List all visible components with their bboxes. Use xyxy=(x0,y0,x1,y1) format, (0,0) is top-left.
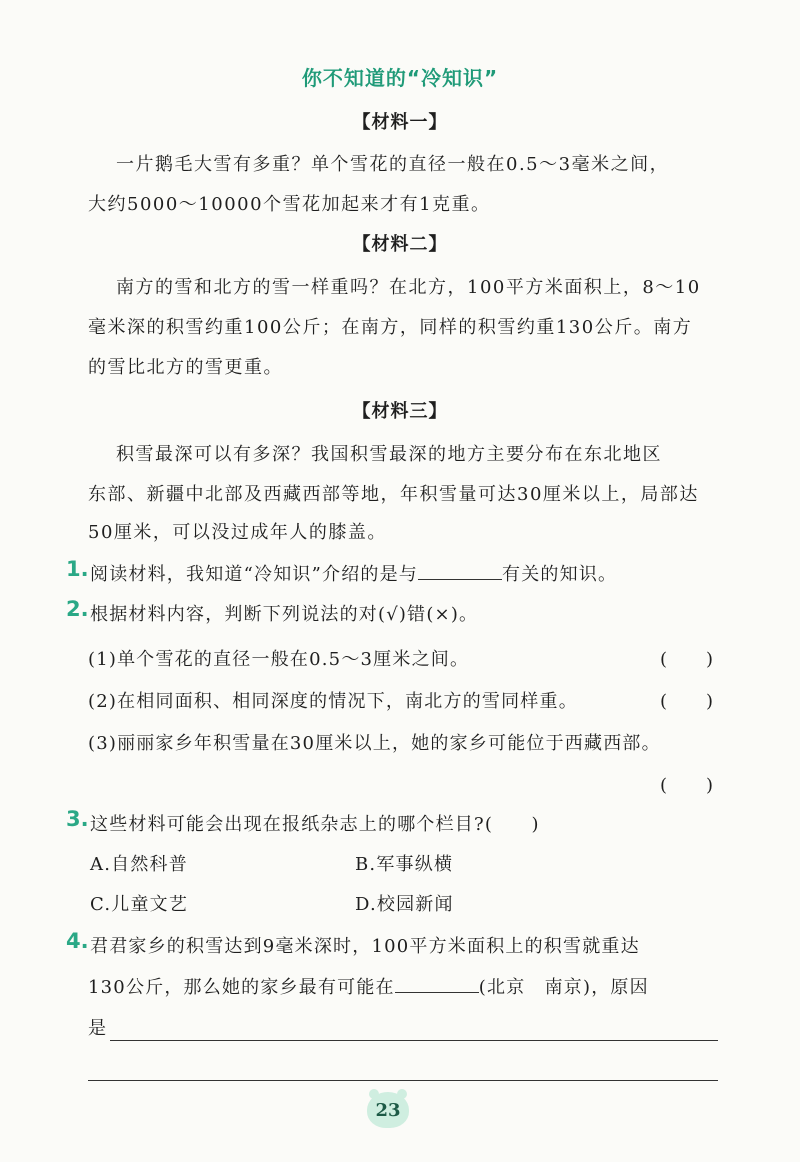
question-2-number: 2. xyxy=(66,597,89,621)
question-4-number: 4. xyxy=(66,929,89,953)
page-number: 23 xyxy=(367,1092,409,1128)
question-2-text: 根据材料内容，判断下列说法的对(√)错(×)。 xyxy=(90,604,479,625)
question-1-answer-blank[interactable] xyxy=(418,579,502,580)
question-4-choices: (北京 南京)，原因 xyxy=(478,977,649,998)
material-2-line-3: 的雪比北方的雪更重。 xyxy=(88,357,283,378)
question-1-text-end: 有关的知识。 xyxy=(502,564,618,585)
page-title: 你不知道的“冷知识” xyxy=(301,66,499,90)
statement-3: (3)丽丽家乡年积雪量在30厘米以上，她的家乡可能位于西藏西部。 xyxy=(88,733,661,754)
question-3-number: 3. xyxy=(66,807,89,831)
material-1-line-2: 大约5000～10000个雪花加起来才有1克重。 xyxy=(88,194,491,215)
statement-1-answer-parens[interactable]: ( ) xyxy=(660,649,715,670)
material-3-line-3: 50厘米，可以没过成年人的膝盖。 xyxy=(88,522,387,543)
statement-2: (2)在相同面积、相同深度的情况下，南北方的雪同样重。 xyxy=(88,691,578,712)
question-4-reason-label: 是 xyxy=(88,1018,108,1039)
question-4-location-blank[interactable] xyxy=(395,992,479,993)
material-3-heading: 【材料三】 xyxy=(352,401,448,422)
material-3-line-2: 东部、新疆中北部及西藏西部等地，年积雪量可达30厘米以上，局部达 xyxy=(88,484,699,505)
material-2-line-1: 南方的雪和北方的雪一样重吗？在北方，100平方米面积上，8～10 xyxy=(116,277,701,298)
question-4-line-2 xyxy=(88,973,649,999)
reason-answer-line-1[interactable] xyxy=(110,1040,718,1041)
question-3-text: 这些材料可能会出现在报纸杂志上的哪个栏目?( ) xyxy=(90,814,540,835)
option-a[interactable]: A.自然科普 xyxy=(90,854,188,875)
option-c[interactable]: C.儿童文艺 xyxy=(90,894,189,915)
material-3-line-1: 积雪最深可以有多深？我国积雪最深的地方主要分布在东北地区 xyxy=(116,444,662,465)
material-1-line-1: 一片鹅毛大雪有多重？单个雪花的直径一般在0.5～3毫米之间， xyxy=(116,154,670,175)
question-1-text: 阅读材料，我知道“冷知识”介绍的是与 xyxy=(90,564,419,585)
material-1-heading: 【材料一】 xyxy=(352,112,448,133)
statement-2-answer-parens[interactable]: ( ) xyxy=(660,691,715,712)
question-4-line-1: 君君家乡的积雪达到9毫米深时，100平方米面积上的积雪就重达 xyxy=(90,936,640,957)
statement-1: (1)单个雪花的直径一般在0.5～3厘米之间。 xyxy=(88,649,470,670)
material-2-line-2: 毫米深的积雪约重100公斤；在南方，同样的积雪约重130公斤。南方 xyxy=(88,317,693,338)
reason-answer-line-2[interactable] xyxy=(88,1080,718,1081)
question-1 xyxy=(90,560,617,586)
option-b[interactable]: B.军事纵横 xyxy=(355,854,454,875)
option-d[interactable]: D.校园新闻 xyxy=(355,894,454,915)
question-4-text: 130公斤，那么她的家乡最有可能在 xyxy=(88,977,395,998)
statement-3-answer-parens[interactable]: ( ) xyxy=(660,775,715,796)
question-1-number: 1. xyxy=(66,557,89,581)
material-2-heading: 【材料二】 xyxy=(352,234,448,255)
